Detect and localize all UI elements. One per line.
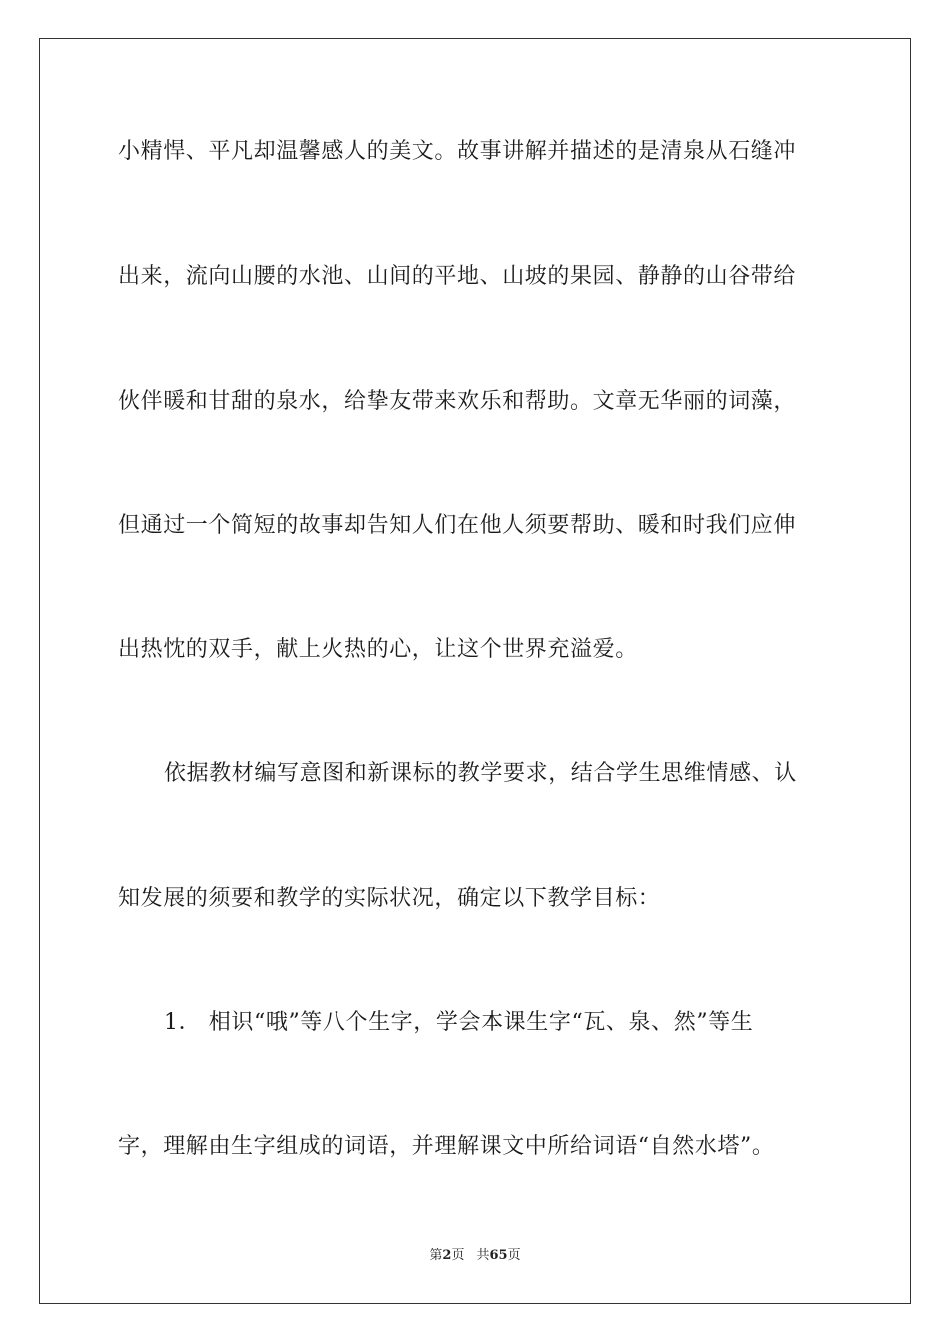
page-number: 2 — [442, 1248, 452, 1263]
total-suffix: 页 — [507, 1248, 521, 1263]
paragraph-2-line-2: 知发展的须要和教学的实际状况，确定以下教学目标： — [118, 886, 661, 911]
body-line-4: 但通过一个简短的故事却告知人们在他人须要帮助、暖和时我们应伸 — [118, 513, 797, 538]
page-footer — [0, 1247, 950, 1265]
list-item-1-line-2: 字，理解由生字组成的词语，并理解课文中所给词语“自然水塔”。 — [118, 1134, 775, 1159]
list-item-1-line-1: 1． 相识“哦”等八个生字，学会本课生字“瓦、泉、然”等生 — [164, 1010, 754, 1035]
page-border — [39, 38, 911, 1304]
total-pages: 65 — [489, 1248, 508, 1263]
page-prefix: 第 — [429, 1248, 443, 1263]
total-prefix: 共 — [476, 1248, 490, 1263]
body-line-1: 小精悍、平凡却温馨感人的美文。故事讲解并描述的是清泉从石缝冲 — [118, 139, 797, 164]
body-line-2: 出来，流向山腰的水池、山间的平地、山坡的果园、静静的山谷带给 — [118, 264, 797, 289]
page-suffix: 页 — [451, 1248, 465, 1263]
body-line-5: 出热忱的双手，献上火热的心，让这个世界充溢爱。 — [118, 637, 638, 662]
body-line-3: 伙伴暖和甘甜的泉水，给挚友带来欢乐和帮助。文章无华丽的词藻， — [118, 389, 797, 414]
paragraph-2-line-1: 依据教材编写意图和新课标的教学要求，结合学生思维情感、认 — [164, 761, 797, 786]
